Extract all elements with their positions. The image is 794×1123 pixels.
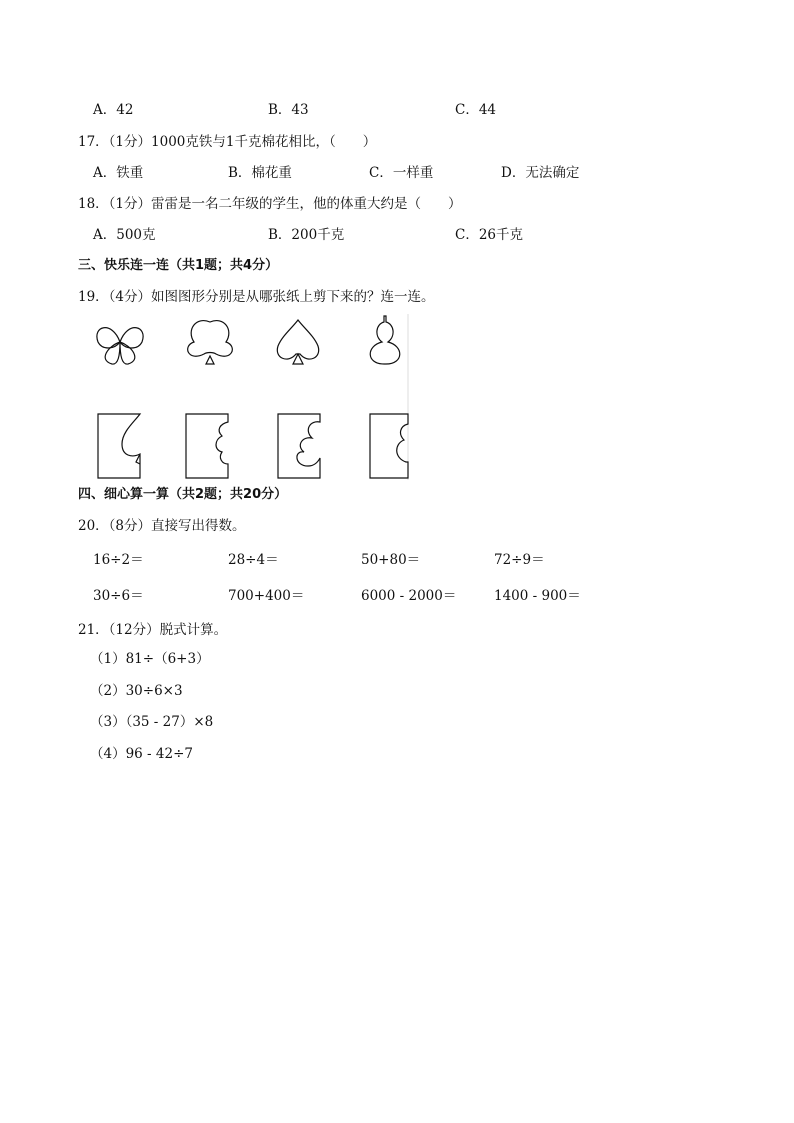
q18-option-a: A．500克 [93,227,156,243]
paper-half-club-icon [186,414,228,478]
gourd-icon [370,316,400,364]
paper-half-gourd-icon [370,414,408,478]
q18-option-b: B．200千克 [268,227,345,243]
q20-item: 28÷4＝ [228,552,279,568]
q20-item: 1400 - 900＝ [494,588,581,604]
q17-question: 17．（1分）1000克铁与1千克棉花相比，（ ） [78,134,377,150]
paper-half-spade-icon [98,414,140,478]
q20-item: 700+400＝ [228,588,305,604]
section4-title: 四、细心算一算（共2题；共20分） [78,487,288,502]
q16-option-c: C．44 [455,102,497,118]
q20-item: 30÷6＝ [93,588,144,604]
q21-item: （2）30÷6×3 [90,683,183,699]
q17-option-d: D．无法确定 [501,165,580,181]
clover-icon [97,328,143,364]
paper-half-clover-icon [278,414,320,478]
q21-item: （1）81÷（6+3） [90,651,210,667]
q16-option-b: B．43 [268,102,309,118]
q21-question: 21．（12分）脱式计算。 [78,622,228,638]
section3-title: 三、快乐连一连（共1题；共4分） [78,258,279,273]
q18-option-c: C．26千克 [455,227,524,243]
club-icon [188,321,233,364]
q21-item: （3）（35 - 27）×8 [90,714,214,730]
q20-item: 72÷9＝ [494,552,545,568]
q20-question: 20．（8分）直接写出得数。 [78,518,246,534]
q21-item: （4）96 - 42÷7 [90,746,193,762]
q19-question: 19．（4分）如图图形分别是从哪张纸上剪下来的？连一连。 [78,289,435,305]
q17-option-c: C．一样重 [369,165,434,181]
q20-item: 6000 - 2000＝ [361,588,457,604]
q16-option-a: A．42 [93,102,134,118]
q17-option-b: B．棉花重 [228,165,292,181]
q18-question: 18．（1分）雷雷是一名二年级的学生，他的体重大约是（ ） [78,196,462,212]
q20-item: 16÷2＝ [93,552,144,568]
q17-option-a: A．铁重 [93,165,144,181]
q20-item: 50+80＝ [361,552,421,568]
spade-icon [277,320,318,364]
q19-figure [88,312,410,482]
